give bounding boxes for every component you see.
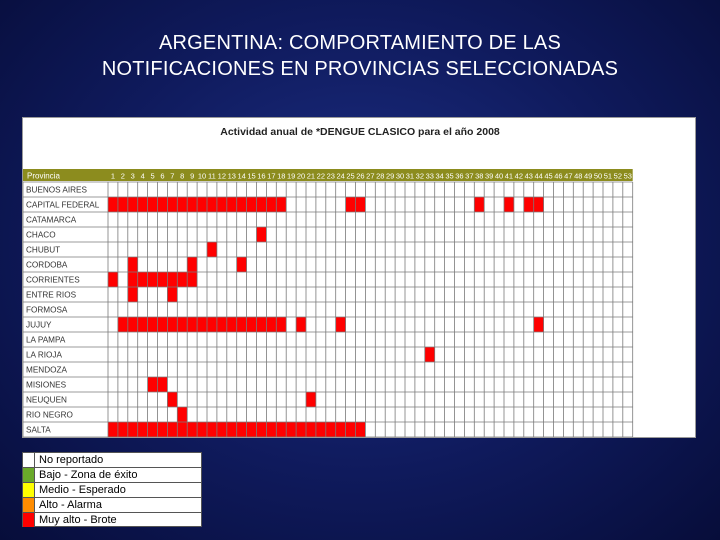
- week-header: 18: [277, 171, 286, 181]
- legend-label: Medio - Esperado: [39, 484, 126, 496]
- heatmap-cell: [425, 347, 435, 362]
- week-header: 28: [376, 171, 385, 181]
- week-header: 10: [197, 171, 207, 181]
- heatmap-cell: [266, 197, 276, 212]
- week-header: 2: [120, 171, 125, 181]
- week-header: 45: [544, 171, 553, 181]
- week-header: 26: [356, 171, 365, 181]
- heatmap-cell: [336, 317, 346, 332]
- heatmap-chart: [23, 118, 695, 437]
- heatmap-cell: [227, 197, 237, 212]
- heatmap-cell: [534, 317, 544, 332]
- heatmap-cell: [534, 197, 544, 212]
- heatmap-cell: [217, 197, 227, 212]
- week-header: 38: [475, 171, 484, 181]
- week-header: 32: [415, 171, 425, 181]
- week-header: 34: [435, 171, 444, 181]
- week-header: 6: [160, 171, 165, 181]
- heatmap-cell: [247, 197, 257, 212]
- heatmap-cell: [197, 197, 207, 212]
- legend-item: [23, 453, 201, 468]
- heatmap-cell: [296, 317, 306, 332]
- legend-swatch: [23, 513, 35, 527]
- week-header: 27: [366, 171, 375, 181]
- legend-item: [23, 513, 201, 528]
- week-header: 15: [247, 171, 256, 181]
- week-header: 50: [593, 171, 603, 181]
- week-header: 23: [326, 171, 335, 181]
- heatmap-cell: [187, 422, 197, 437]
- heatmap-cell: [108, 422, 118, 437]
- week-header: 37: [465, 171, 474, 181]
- week-header: 33: [425, 171, 434, 181]
- week-header: 49: [583, 171, 593, 181]
- heatmap-cell: [356, 422, 366, 437]
- week-header: 19: [286, 171, 296, 181]
- week-header: 9: [190, 171, 195, 181]
- legend-swatch: [23, 468, 35, 482]
- heatmap-cell: [138, 422, 148, 437]
- legend-swatch: [23, 498, 35, 512]
- week-header: 7: [170, 171, 175, 181]
- week-header: 13: [227, 171, 236, 181]
- heatmap-cell: [108, 272, 118, 287]
- heatmap-cell: [148, 197, 158, 212]
- slide-title-line-2: NOTIFICACIONES EN PROVINCIAS SELECCIONADAS: [101, 58, 619, 80]
- heatmap-cell: [207, 197, 217, 212]
- province-label: LA RIOJA: [26, 350, 62, 360]
- week-header: 12: [217, 171, 227, 181]
- heatmap-cell: [118, 422, 128, 437]
- week-header: 53: [623, 171, 632, 181]
- heatmap-cell: [187, 272, 197, 287]
- week-header: 40: [494, 171, 504, 181]
- heatmap-cell: [207, 242, 217, 257]
- week-header: 47: [564, 171, 573, 181]
- week-header: 1: [110, 171, 116, 181]
- heatmap-cell: [326, 422, 336, 437]
- heatmap-cell: [167, 392, 177, 407]
- week-header: 16: [257, 171, 266, 181]
- heatmap-cell: [158, 377, 168, 392]
- heatmap-cell: [266, 422, 276, 437]
- heatmap-cell: [346, 197, 356, 212]
- week-header: 35: [445, 171, 454, 181]
- week-header: 51: [603, 171, 613, 181]
- week-header: 5: [150, 171, 155, 181]
- week-header: 22: [316, 171, 326, 181]
- week-header: 31: [405, 171, 415, 181]
- heatmap-cell: [118, 317, 128, 332]
- heatmap-cell: [266, 317, 276, 332]
- province-label: NEUQUEN: [26, 395, 67, 405]
- heatmap-panel: [22, 117, 696, 438]
- legend-item: [23, 468, 201, 483]
- week-header: 30: [395, 171, 405, 181]
- heatmap-cell: [197, 317, 207, 332]
- week-header: 43: [524, 171, 533, 181]
- legend-swatch: [23, 453, 35, 467]
- heatmap-cell: [167, 317, 177, 332]
- heatmap-cell: [237, 197, 247, 212]
- heatmap-cell: [306, 392, 316, 407]
- slide-title: [0, 30, 720, 82]
- week-header: 17: [267, 171, 276, 181]
- row-header-label: Provincia: [27, 171, 60, 181]
- heatmap-cell: [128, 272, 138, 287]
- province-label: CORDOBA: [26, 260, 68, 270]
- week-header: 14: [237, 171, 246, 181]
- heatmap-cell: [167, 422, 177, 437]
- heatmap-cell: [257, 422, 267, 437]
- heatmap-cell: [148, 272, 158, 287]
- province-label: JUJUY: [26, 320, 52, 330]
- heatmap-cell: [128, 422, 138, 437]
- heatmap-cell: [138, 317, 148, 332]
- heatmap-cell: [158, 197, 168, 212]
- province-label: CHUBUT: [26, 245, 61, 255]
- province-label: CORRIENTES: [26, 275, 80, 285]
- heatmap-cell: [356, 197, 366, 212]
- heatmap-cell: [187, 257, 197, 272]
- week-header: 48: [574, 171, 583, 181]
- province-label: CATAMARCA: [26, 215, 77, 225]
- heatmap-cell: [148, 377, 158, 392]
- legend-item: [23, 483, 201, 498]
- week-header: 44: [534, 171, 543, 181]
- week-header: 42: [514, 171, 524, 181]
- week-header: 46: [554, 171, 563, 181]
- week-header: 4: [140, 171, 145, 181]
- heatmap-cell: [286, 422, 296, 437]
- slide-title-line-1: ARGENTINA: COMPORTAMIENTO DE LAS: [158, 32, 561, 54]
- week-header: 36: [455, 171, 464, 181]
- province-label: CHACO: [26, 230, 56, 240]
- heatmap-cell: [128, 287, 138, 302]
- heatmap-cell: [128, 317, 138, 332]
- week-header: 24: [336, 171, 345, 181]
- heatmap-cell: [187, 317, 197, 332]
- heatmap-cell: [158, 272, 168, 287]
- heatmap-cell: [227, 317, 237, 332]
- heatmap-cell: [177, 317, 187, 332]
- heatmap-cell: [187, 197, 197, 212]
- heatmap-cell: [336, 422, 346, 437]
- province-label: LA PAMPA: [26, 335, 66, 345]
- heatmap-cell: [237, 257, 247, 272]
- heatmap-cell: [504, 197, 514, 212]
- heatmap-cell: [177, 197, 187, 212]
- heatmap-cell: [296, 422, 306, 437]
- week-header: 29: [385, 171, 395, 181]
- heatmap-cell: [128, 257, 138, 272]
- province-label: CAPITAL FEDERAL: [26, 200, 100, 210]
- heatmap-cell: [138, 197, 148, 212]
- heatmap-cell: [237, 422, 247, 437]
- chart-title: Actividad anual de *DENGUE CLASICO para el año 2008: [220, 126, 500, 138]
- week-header: 20: [296, 171, 306, 181]
- heatmap-cell: [474, 197, 484, 212]
- heatmap-cell: [138, 272, 148, 287]
- legend: [22, 452, 202, 527]
- heatmap-cell: [207, 317, 217, 332]
- heatmap-cell: [148, 317, 158, 332]
- heatmap-cell: [257, 197, 267, 212]
- heatmap-cell: [207, 422, 217, 437]
- province-label: SALTA: [26, 425, 51, 435]
- heatmap-cell: [247, 422, 257, 437]
- heatmap-cell: [257, 227, 267, 242]
- heatmap-cell: [177, 407, 187, 422]
- province-label: ENTRE RIOS: [26, 290, 77, 300]
- week-header: 11: [208, 171, 216, 181]
- heatmap-cell: [217, 317, 227, 332]
- legend-item: [23, 498, 201, 513]
- heatmap-cell: [148, 422, 158, 437]
- week-header: 39: [484, 171, 494, 181]
- heatmap-cell: [167, 287, 177, 302]
- week-header: 8: [180, 171, 185, 181]
- heatmap-cell: [276, 317, 286, 332]
- province-label: RIO NEGRO: [26, 410, 73, 420]
- heatmap-cell: [237, 317, 247, 332]
- heatmap-cell: [118, 197, 128, 212]
- heatmap-cell: [217, 422, 227, 437]
- week-header: 25: [346, 171, 355, 181]
- week-header: 21: [306, 171, 316, 181]
- heatmap-cell: [167, 272, 177, 287]
- heatmap-cell: [177, 422, 187, 437]
- heatmap-cell: [108, 197, 118, 212]
- heatmap-cell: [167, 197, 177, 212]
- heatmap-cell: [158, 317, 168, 332]
- legend-label: No reportado: [39, 454, 104, 466]
- heatmap-cell: [346, 422, 356, 437]
- province-label: MISIONES: [26, 380, 67, 390]
- heatmap-cell: [276, 197, 286, 212]
- week-header: 41: [504, 171, 514, 181]
- heatmap-cell: [276, 422, 286, 437]
- heatmap-cell: [197, 422, 207, 437]
- week-header: 52: [613, 171, 623, 181]
- week-header: 3: [130, 171, 135, 181]
- province-label: BUENOS AIRES: [26, 185, 87, 195]
- province-label: FORMOSA: [26, 305, 68, 315]
- heatmap-cell: [128, 197, 138, 212]
- legend-label: Bajo - Zona de éxito: [39, 469, 138, 481]
- legend-label: Muy alto - Brote: [39, 514, 117, 526]
- legend-swatch: [23, 483, 35, 497]
- province-label: MENDOZA: [26, 365, 67, 375]
- legend-label: Alto - Alarma: [39, 499, 102, 511]
- heatmap-cell: [247, 317, 257, 332]
- heatmap-cell: [257, 317, 267, 332]
- heatmap-cell: [524, 197, 534, 212]
- heatmap-cell: [306, 422, 316, 437]
- heatmap-cell: [227, 422, 237, 437]
- heatmap-cell: [158, 422, 168, 437]
- heatmap-cell: [177, 272, 187, 287]
- heatmap-cell: [316, 422, 326, 437]
